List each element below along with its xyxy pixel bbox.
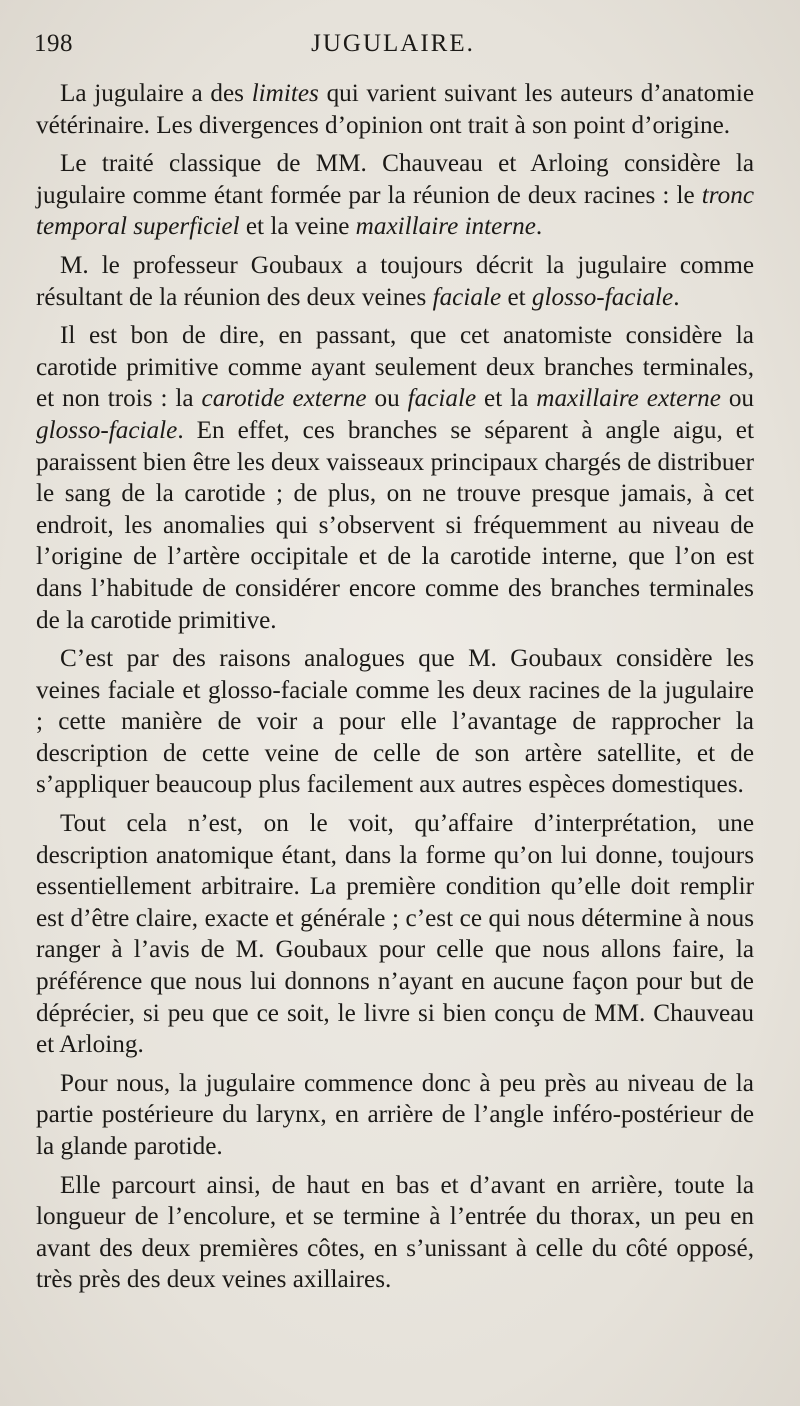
running-title: JUGULAIRE. xyxy=(311,30,475,57)
paragraph xyxy=(36,148,754,243)
text-run: Elle parcourt ainsi, de haut en bas et d’avant en arrière, toute la longueur de l’encolure, et se termine à l’entrée du thorax, un peu en avant des deux premières côtes, en s’unissant à celle du côté opposé, très près des deux veines axillaires. xyxy=(36,1171,754,1294)
text-run: M. le professeur Goubaux a toujours décrit la jugulaire comme résultant de la réunion des deux veines xyxy=(36,251,754,311)
text-run: Tout cela n’est, on le voit, qu’affaire d’interprétation, une description anatomique étant, dans la forme qu’on lui donne, toujours essentiellement arbitraire. La première condition qu’elle doit remplir est d’être claire, exacte et générale ; c’est ce qui nous détermine à nous ranger à l’avis de M. Goubaux pour celle que nous allons faire, la préférence que nous lui donnons n’ayant en aucune façon pour but de déprécier, si peu que ce soit, le livre si bien conçu de MM. Chauveau et Arloing. xyxy=(36,810,754,1059)
body-text xyxy=(36,78,754,1303)
paragraph xyxy=(36,643,754,801)
text-run: ou xyxy=(720,385,755,413)
italic-term: glosso-faciale xyxy=(531,283,674,311)
italic-term: limites xyxy=(251,80,319,107)
paragraph xyxy=(36,808,754,1061)
paragraph xyxy=(36,1068,754,1163)
paragraph xyxy=(36,250,754,313)
paragraph xyxy=(36,1170,754,1296)
text-run: et la xyxy=(476,385,537,413)
text-run: et xyxy=(501,283,532,311)
text-run: Pour nous, la jugulaire commence donc à peu près au niveau de la partie postérieure du larynx, en arrière de l’angle inféro-postérieur de la glande parotide. xyxy=(36,1069,754,1160)
text-run: . En effet, ces branches se séparent à angle aigu, et paraissent bien être les deux vaisseaux principaux chargés de distribuer le sang de la carotide ; de plus, on ne trouve presque jamais, à cet endroit, les anomalies qui s’observent si fréquemment au niveau de l’origine de l’artère occipitale et de la carotide interne, que l’on est dans l’habitude de considérer encore comme des branches terminales de la carotide primitive. xyxy=(36,416,754,634)
text-run: . xyxy=(535,213,543,241)
page-header xyxy=(34,30,752,64)
text-run: ou xyxy=(366,385,408,413)
text-run: qui varient suivant les auteurs d’anatomie vétérinaire. Les divergences d’opinion ont trait à son point d’origine. xyxy=(36,80,754,139)
page-number: 198 xyxy=(34,30,73,57)
italic-term: maxillaire externe xyxy=(536,385,721,413)
text-run: C’est par des raisons analogues que M. Goubaux considère les veines faciale et glosso-faciale comme les deux racines de la jugulaire ; cette manière de voir a pour elle l’avantage de rapprocher la description de cette veine de celle de son artère satellite, et de s’appliquer beaucoup plus facilement aux autres espèces domestiques. xyxy=(36,645,754,799)
italic-term: glosso-faciale xyxy=(36,416,178,444)
italic-term: tronc temporal superficiel xyxy=(36,181,754,241)
italic-term: maxillaire interne xyxy=(355,213,536,241)
italic-term: carotide externe xyxy=(201,385,367,413)
text-run: . xyxy=(673,283,680,311)
text-run: Le traité classique de MM. Chauveau et Arloing considère la jugulaire comme étant formée par la réunion de deux racines : le xyxy=(36,150,754,209)
paragraph xyxy=(36,320,754,636)
text-run: Il est bon de dire, en passant, que cet anatomiste considère la carotide primitive comme ayant seulement deux branches terminales, et non trois : la xyxy=(36,322,754,413)
text-run: La jugulaire a des xyxy=(60,80,252,107)
text-run: et la veine xyxy=(239,213,356,241)
italic-term: faciale xyxy=(407,385,477,413)
italic-term: faciale xyxy=(432,283,502,311)
paragraph xyxy=(36,78,754,141)
